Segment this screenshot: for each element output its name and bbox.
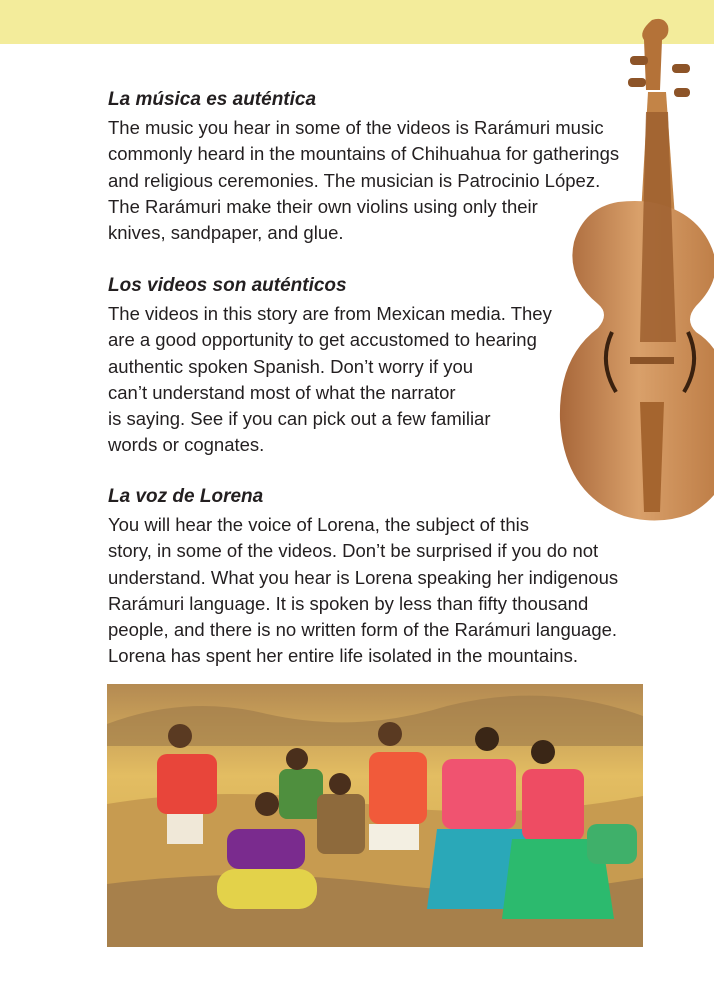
text-line: authentic spoken Spanish. Don’t worry if you <box>108 355 474 377</box>
text-line: are a good opportunity to get accustomed to hearing <box>108 329 537 351</box>
text-line: and religious ceremonies. The musician is Patrocinio López. <box>108 169 601 191</box>
section-body <box>108 301 552 459</box>
group-photo <box>107 684 643 947</box>
text-line: story, in some of the videos. Don’t be surprised if you do not <box>108 540 599 562</box>
section-lorena-voice <box>108 485 618 670</box>
text-line: can’t understand most of what the narrator <box>108 381 456 403</box>
section-body <box>108 512 618 670</box>
section-music <box>108 88 619 246</box>
text-line: words or cognates. <box>108 434 265 456</box>
text-line: The videos in this story are from Mexican media. They <box>108 303 552 324</box>
section-heading: Los videos son auténticos <box>108 275 347 296</box>
text-line: understand. What you hear is Lorena speaking her indigenous <box>108 566 619 588</box>
section-body <box>108 115 619 246</box>
text-line: commonly heard in the mountains of Chihuahua for gatherings <box>108 143 620 165</box>
text-line: The Rarámuri make their own violins using only their <box>108 195 538 217</box>
text-line: Rarámuri language. It is spoken by less than fifty thousand <box>108 592 589 614</box>
text-line: people, and there is no written form of the Rarámuri language. <box>108 619 618 641</box>
text-line: The music you hear in some of the videos is Rarámuri music <box>108 117 604 138</box>
section-heading: La voz de Lorena <box>108 486 264 507</box>
text-line: knives, sandpaper, and glue. <box>108 222 344 244</box>
text-line: is saying. See if you can pick out a few familiar <box>108 408 491 430</box>
section-videos <box>108 274 552 459</box>
section-heading: La música es auténtica <box>108 89 317 110</box>
text-line: Lorena has spent her entire life isolated in the mountains. <box>108 645 578 667</box>
text-line: You will hear the voice of Lorena, the subject of this <box>108 514 529 535</box>
